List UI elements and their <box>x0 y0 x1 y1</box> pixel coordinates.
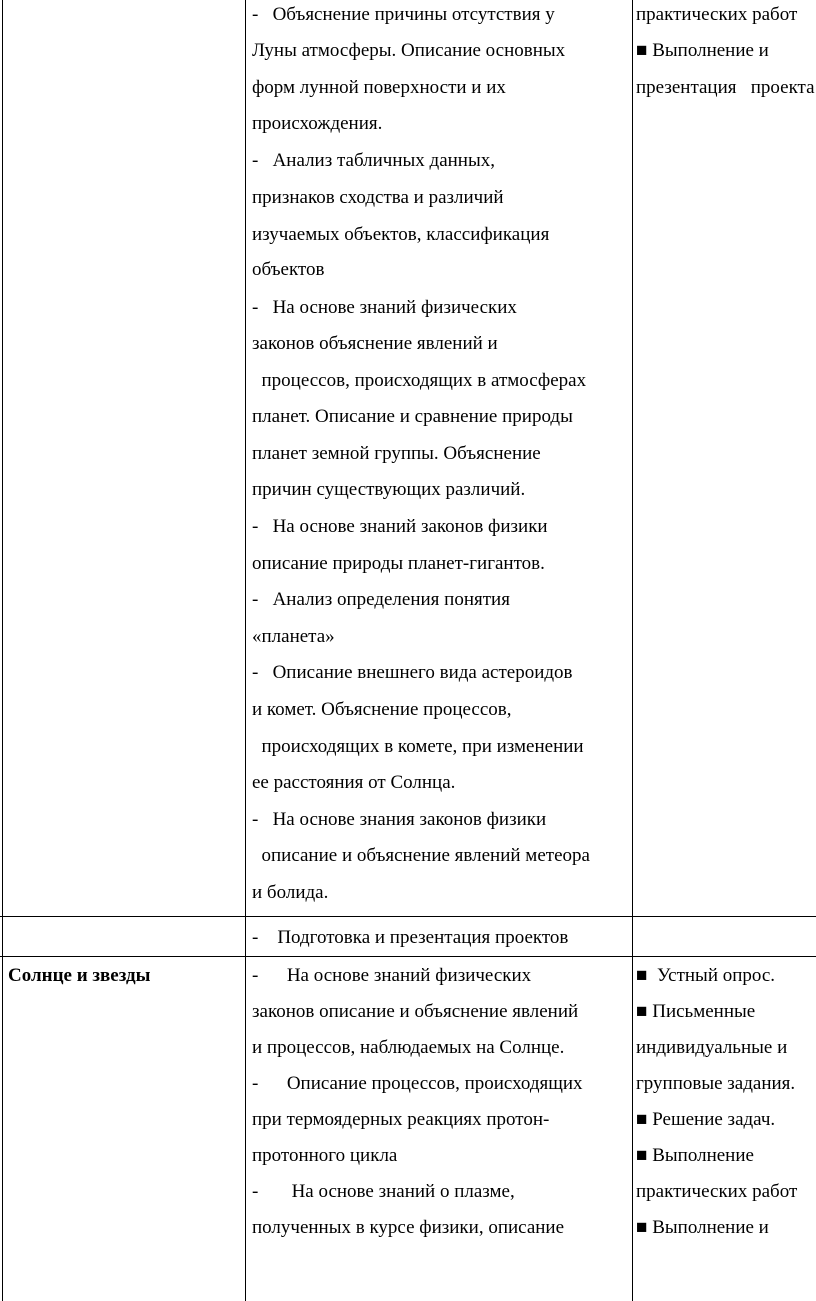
control-line: ■ Письменные <box>636 1001 756 1022</box>
description-line: - На основе знаний физических <box>252 965 532 986</box>
description-line: происхождения. <box>252 113 383 134</box>
description-line: планет. Описание и сравнение природы <box>252 406 573 427</box>
description-line: - На основе знаний физических <box>252 297 517 318</box>
description-line: при термоядерных реакциях протон- <box>252 1109 550 1130</box>
description-line: - Анализ табличных данных, <box>252 150 495 171</box>
control-line: практических работ <box>636 4 798 25</box>
description-line: описание природы планет-гигантов. <box>252 553 545 574</box>
control-line: практических работ <box>636 1181 798 1202</box>
description-line: описание и объяснение явлений метеора <box>252 845 590 866</box>
control-line: ■ Решение задач. <box>636 1109 776 1130</box>
control-line: презентация проекта <box>636 77 815 98</box>
description-line: протонного цикла <box>252 1145 398 1166</box>
description-line: и болида. <box>252 882 329 903</box>
description-line: и процессов, наблюдаемых на Солнце. <box>252 1037 565 1058</box>
table-border-col2 <box>245 0 246 1301</box>
description-line: - Описание процессов, происходящих <box>252 1073 583 1094</box>
description-line: - Описание внешнего вида астероидов <box>252 662 573 683</box>
description-line: процессов, происходящих в атмосферах <box>252 370 587 391</box>
description-line: планет земной группы. Объяснение <box>252 443 541 464</box>
description-line: Луны атмосферы. Описание основных <box>252 40 566 61</box>
topic-cell: Солнце и звезды <box>8 965 151 986</box>
description-line: - На основе знаний о плазме, <box>252 1181 515 1202</box>
description-line: изучаемых объектов, классификация <box>252 224 550 245</box>
description-line: законов объяснение явлений и <box>252 333 498 354</box>
control-line: ■ Выполнение и <box>636 1217 769 1238</box>
description-line: признаков сходства и различий <box>252 187 504 208</box>
table-border-left <box>2 0 3 1301</box>
description-line: форм лунной поверхности и их <box>252 77 506 98</box>
control-line: ■ Выполнение и <box>636 40 769 61</box>
table-border-col3 <box>632 0 633 1301</box>
description-line: происходящих в комете, при изменении <box>252 736 584 757</box>
description-line: законов описание и объяснение явлений <box>252 1001 579 1022</box>
control-line: ■ Устный опрос. <box>636 965 776 986</box>
description-line: и комет. Объяснение процессов, <box>252 699 512 720</box>
projects-description: - Подготовка и презентация проектов <box>252 927 569 948</box>
row-divider-2 <box>0 956 816 957</box>
description-line: «планета» <box>252 626 335 647</box>
control-line: ■ Выполнение <box>636 1145 754 1166</box>
description-line: - На основе знаний законов физики <box>252 516 548 537</box>
row-divider-1 <box>0 916 816 917</box>
description-line: причин существующих различий. <box>252 479 526 500</box>
control-line: индивидуальные и <box>636 1037 788 1058</box>
description-line: объектов <box>252 259 325 280</box>
control-line: групповые задания. <box>636 1073 796 1094</box>
description-line: ее расстояния от Солнца. <box>252 772 456 793</box>
description-line: полученных в курсе физики, описание <box>252 1217 565 1238</box>
description-line: - Объяснение причины отсутствия у <box>252 4 555 25</box>
description-line: - Анализ определения понятия <box>252 589 510 610</box>
description-line: - На основе знания законов физики <box>252 809 547 830</box>
